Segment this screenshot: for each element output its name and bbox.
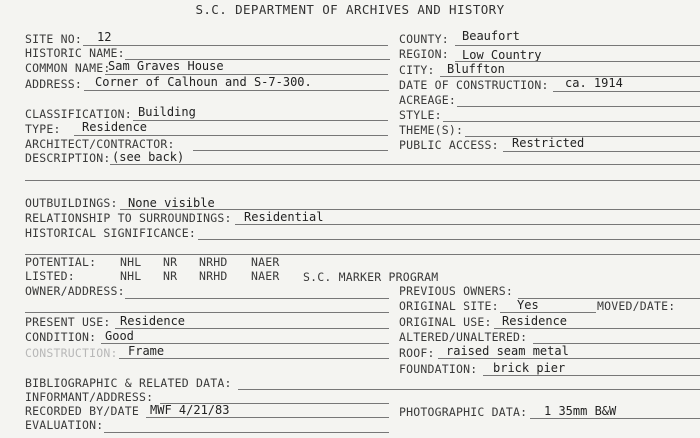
acreage-line bbox=[457, 106, 700, 107]
construction-value: Frame bbox=[128, 344, 165, 358]
outbuildings-line bbox=[120, 209, 700, 210]
date-line bbox=[553, 91, 700, 92]
photo-value: 1 35mm B&W bbox=[544, 404, 617, 418]
public-access-value: Restricted bbox=[512, 136, 585, 150]
moved-label: MOVED/DATE: bbox=[597, 299, 676, 313]
outbuildings-label: OUTBUILDINGS: bbox=[25, 196, 118, 210]
listed-nrhd: NRHD bbox=[199, 269, 228, 283]
city-value: Bluffton bbox=[447, 62, 505, 76]
owner-line-1 bbox=[125, 298, 389, 299]
acreage-label: ACREAGE: bbox=[399, 93, 456, 107]
present-use-line bbox=[115, 328, 389, 329]
recorded-label: RECORDED BY/DATE bbox=[25, 404, 139, 418]
altered-label: ALTERED/UNALTERED: bbox=[399, 330, 528, 344]
roof-label: ROOF: bbox=[399, 346, 435, 360]
present-use-value: Residence bbox=[120, 314, 186, 328]
original-site-value: Yes bbox=[517, 298, 539, 312]
owner-line-2 bbox=[25, 312, 389, 313]
themes-label: THEME(S): bbox=[399, 123, 464, 137]
outbuildings-value: None visible bbox=[128, 196, 215, 210]
potential-label: POTENTIAL: bbox=[25, 255, 97, 269]
type-line bbox=[74, 135, 388, 136]
region-label: REGION: bbox=[399, 47, 449, 61]
marker-program: S.C. MARKER PROGRAM bbox=[303, 270, 439, 284]
site-no-value: 12 bbox=[97, 30, 112, 44]
biblio-label: BIBLIOGRAPHIC & RELATED DATA: bbox=[25, 376, 232, 390]
roof-value: raised seam metal bbox=[446, 344, 569, 358]
original-use-label: ORIGINAL USE: bbox=[399, 315, 492, 329]
date-label: DATE OF CONSTRUCTION: bbox=[399, 78, 549, 92]
classification-value: Building bbox=[138, 105, 196, 119]
address-line bbox=[84, 90, 389, 91]
construction-label: CONSTRUCTION: bbox=[25, 346, 118, 360]
potential-naer: NAER bbox=[251, 255, 280, 269]
construction-line bbox=[119, 358, 389, 359]
relationship-value: Residential bbox=[244, 210, 324, 224]
address-value: Corner of Calhoun and S-7-300. bbox=[95, 75, 312, 89]
listed-nr: NR bbox=[163, 269, 178, 283]
original-site-line bbox=[500, 312, 596, 313]
present-use-label: PRESENT USE: bbox=[25, 315, 111, 329]
county-value: Beaufort bbox=[462, 29, 520, 43]
roof-line bbox=[438, 358, 700, 359]
original-use-value: Residence bbox=[502, 314, 568, 328]
address-label: ADDRESS: bbox=[25, 77, 82, 91]
foundation-label: FOUNDATION: bbox=[399, 362, 478, 376]
potential-nhl: NHL bbox=[120, 255, 142, 269]
historic-name-label: HISTORIC NAME: bbox=[25, 46, 125, 60]
site-no-line bbox=[83, 45, 388, 46]
type-label: TYPE: bbox=[25, 122, 61, 136]
foundation-value: brick pier bbox=[493, 361, 566, 375]
photo-label: PHOTOGRAPHIC DATA: bbox=[399, 405, 528, 419]
recorded-line bbox=[146, 417, 389, 418]
region-value: Low Country bbox=[462, 48, 542, 62]
architect-label: ARCHITECT/CONTRACTOR: bbox=[25, 137, 175, 151]
evaluation-label: EVALUATION: bbox=[25, 418, 104, 432]
evaluation-line bbox=[104, 432, 389, 433]
potential-nr: NR bbox=[163, 255, 178, 269]
common-name-label: COMMON NAME: bbox=[25, 61, 111, 75]
original-site-label: ORIGINAL SITE: bbox=[399, 299, 499, 313]
foundation-line bbox=[483, 375, 700, 376]
owner-label: OWNER/ADDRESS: bbox=[25, 284, 125, 298]
classification-line bbox=[133, 120, 388, 121]
listed-naer: NAER bbox=[251, 269, 280, 283]
county-label: COUNTY: bbox=[399, 32, 449, 46]
previous-owners-label: PREVIOUS OWNERS: bbox=[399, 284, 513, 298]
potential-nrhd: NRHD bbox=[199, 255, 228, 269]
date-value: ca. 1914 bbox=[565, 76, 623, 90]
photo-line bbox=[530, 418, 700, 419]
type-value: Residence bbox=[82, 120, 148, 134]
condition-label: CONDITION: bbox=[25, 330, 97, 344]
classification-label: CLASSIFICATION: bbox=[25, 107, 132, 121]
site-no-label: SITE NO: bbox=[25, 32, 82, 46]
condition-value: Good bbox=[105, 329, 134, 343]
biblio-line bbox=[238, 389, 700, 390]
description-value: (see back) bbox=[112, 150, 185, 164]
significance-label: HISTORICAL SIGNIFICANCE: bbox=[25, 226, 196, 240]
public-access-label: PUBLIC ACCESS: bbox=[399, 138, 499, 152]
city-label: CITY: bbox=[399, 63, 435, 77]
relationship-line bbox=[235, 224, 700, 225]
public-access-line bbox=[503, 151, 700, 152]
style-label: STYLE: bbox=[399, 108, 442, 122]
description-line-2 bbox=[25, 180, 700, 181]
listed-nhl: NHL bbox=[120, 269, 142, 283]
informant-label: INFORMANT/ADDRESS: bbox=[25, 390, 154, 404]
description-label: DESCRIPTION: bbox=[25, 151, 111, 165]
significance-line-1 bbox=[198, 239, 700, 240]
county-line bbox=[455, 45, 700, 46]
common-name-value: Sam Graves House bbox=[108, 59, 224, 73]
original-use-line bbox=[494, 328, 700, 329]
form-header: S.C. DEPARTMENT OF ARCHIVES AND HISTORY bbox=[195, 2, 505, 17]
style-line bbox=[443, 121, 700, 122]
description-line-1 bbox=[110, 164, 700, 165]
relationship-label: RELATIONSHIP TO SURROUNDINGS: bbox=[25, 211, 232, 225]
recorded-value: MWF 4/21/83 bbox=[150, 403, 230, 417]
listed-label: LISTED: bbox=[25, 269, 75, 283]
architect-line bbox=[193, 150, 388, 151]
